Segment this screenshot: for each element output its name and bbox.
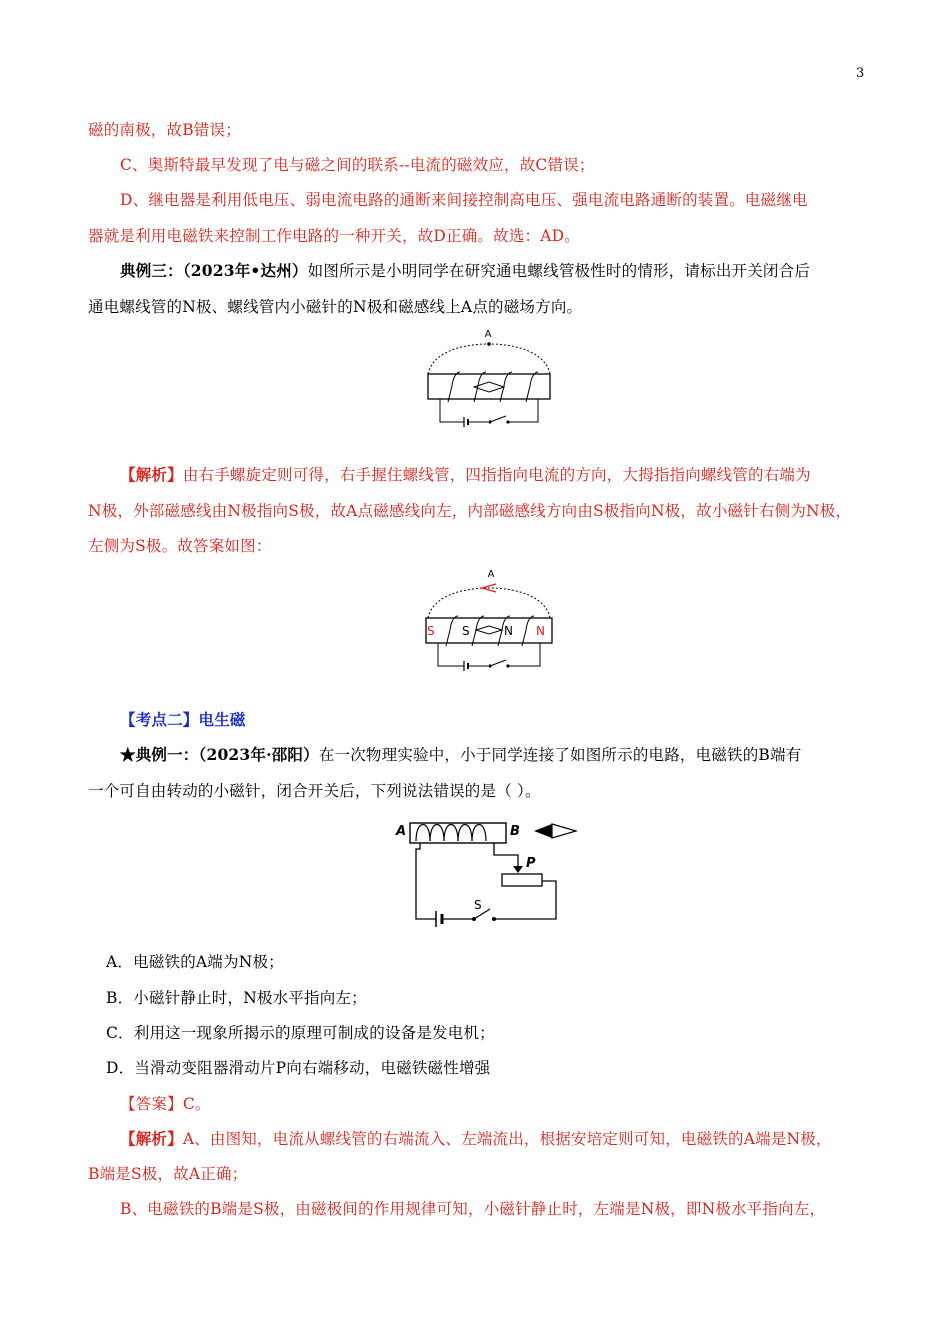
figure1-coil-windings — [448, 372, 538, 402]
figure3-slider-label: P — [526, 856, 536, 871]
figure1-field-line — [428, 344, 550, 374]
example3-source: （2023年•达州） — [182, 261, 308, 280]
figure2-solenoid-right-pole: N — [536, 624, 545, 638]
example3-analysis-text: 由右手螺旋定则可得，右手握住螺线管，四指指向电流的方向，大拇指指向螺线管的右端为 — [182, 466, 811, 484]
figure3-compass-needle-dark — [534, 824, 552, 838]
page-number: 3 — [856, 66, 865, 81]
option-d: D．当滑动变阻器滑动片P向右端移动，电磁铁磁性增强 — [106, 1059, 491, 1077]
figure2-coil-windings — [446, 616, 534, 646]
section2-question-text: 在一次物理实验中，小于同学连接了如图所示的电路，电磁铁的B端有 — [318, 746, 802, 764]
figure1-switch — [490, 416, 506, 422]
intro-line-2: C、奥斯特最早发现了电与磁之间的联系--电流的磁效应，故C错误； — [120, 156, 595, 174]
example3-analysis-line-2: N极，外部磁感线由N极指向S极，故A点磁感线向左，内部磁感线方向由S极指向N极，故小磁针右侧为N极， — [88, 502, 852, 520]
example3-question-line-2: 通电螺线管的N极、螺线管内小磁针的N极和磁感线上A点的磁场方向。 — [88, 298, 583, 316]
section2-analysis-line-3: B、电磁铁的B端是S极，由磁极间的作用规律可知，小磁针静止时，左端是N极，即N极水平指向左， — [120, 1200, 826, 1218]
figure3-wire-right — [494, 881, 556, 919]
figure3-slider-arrow — [513, 866, 523, 873]
section2-analysis-label: 【解析】 — [120, 1129, 183, 1148]
example3-analysis-line-3: 左侧为S极。故答案如图： — [88, 537, 272, 555]
answer-value: C。 — [182, 1095, 211, 1113]
section2-analysis-line-2: B端是S极，故A正确； — [88, 1165, 248, 1183]
figure3-wire-left — [416, 843, 436, 919]
figure2-solenoid-core — [426, 618, 552, 643]
intro-line-4: 器就是利用电磁铁来控制工作电路的一种开关，故D正确。故选：AD。 — [88, 227, 580, 245]
figure1-point-label: A — [484, 329, 492, 340]
section2-example1-label: ★典例一： — [120, 745, 199, 764]
figure3-rheostat — [502, 874, 542, 886]
example3-question-text: 如图所示是小明同学在研究通电螺线管极性时的情形，请标出开关闭合后 — [307, 262, 811, 280]
figure2-wire-left — [438, 643, 464, 666]
option-c: C．利用这一现象所揭示的原理可制成的设备是发电机； — [106, 1024, 495, 1042]
figure2-compass-needle — [476, 626, 502, 634]
figure3-slider-wire — [494, 843, 518, 867]
option-b: B．小磁针静止时，N极水平指向左； — [106, 989, 367, 1007]
figure1-wire-right — [508, 399, 538, 422]
figure3-end-b-label: B — [510, 824, 520, 839]
intro-line-3: D、继电器是利用低电压、弱电流电路的通断来间接控制高电压、强电流电路通断的装置。电磁继电 — [120, 191, 808, 209]
figure2-solenoid-left-pole: S — [427, 624, 435, 638]
figure2-needle-north: N — [504, 624, 513, 638]
figure3-coil-windings — [416, 825, 486, 842]
figure3-switch-label: S — [474, 898, 482, 912]
solenoid-figure-answer — [418, 566, 558, 674]
solenoid-figure-question — [418, 326, 558, 434]
figure3-compass-needle-light — [552, 824, 576, 838]
figure2-wire-right — [508, 643, 540, 666]
example3-question-line-1 — [120, 259, 880, 281]
figure2-switch — [490, 660, 506, 666]
figure3-end-a-label: A — [396, 824, 407, 839]
section2-analysis-line-1 — [120, 1127, 880, 1149]
section2-question-line-1 — [120, 743, 880, 765]
answer-line — [120, 1092, 880, 1114]
example3-analysis-line-1 — [120, 463, 880, 485]
example3-label: 典例三： — [120, 261, 183, 280]
electromagnet-circuit-figure — [390, 815, 580, 927]
answer-label: 【答案】 — [120, 1095, 183, 1113]
option-a: A．电磁铁的A端为N极； — [106, 953, 284, 971]
section2-question-line-2: 一个可自由转动的小磁针，闭合开关后，下列说法错误的是（ ）。 — [88, 782, 541, 800]
figure2-needle-south: S — [462, 624, 470, 638]
example3-analysis-label: 【解析】 — [120, 465, 183, 484]
figure2-point-label: A — [487, 569, 495, 580]
figure2-field-line — [428, 588, 550, 618]
section2-title: 【考点二】电生磁 — [120, 710, 246, 729]
figure1-wire-left — [440, 399, 464, 422]
section2-example1-source: （2023年·邵阳） — [198, 745, 319, 764]
section2-analysis-text: A、由图知，电流从螺线管的右端流入、左端流出，根据安培定则可知，电磁铁的A端是N极， — [182, 1130, 832, 1148]
intro-line-1: 磁的南极，故B错误； — [88, 121, 241, 139]
